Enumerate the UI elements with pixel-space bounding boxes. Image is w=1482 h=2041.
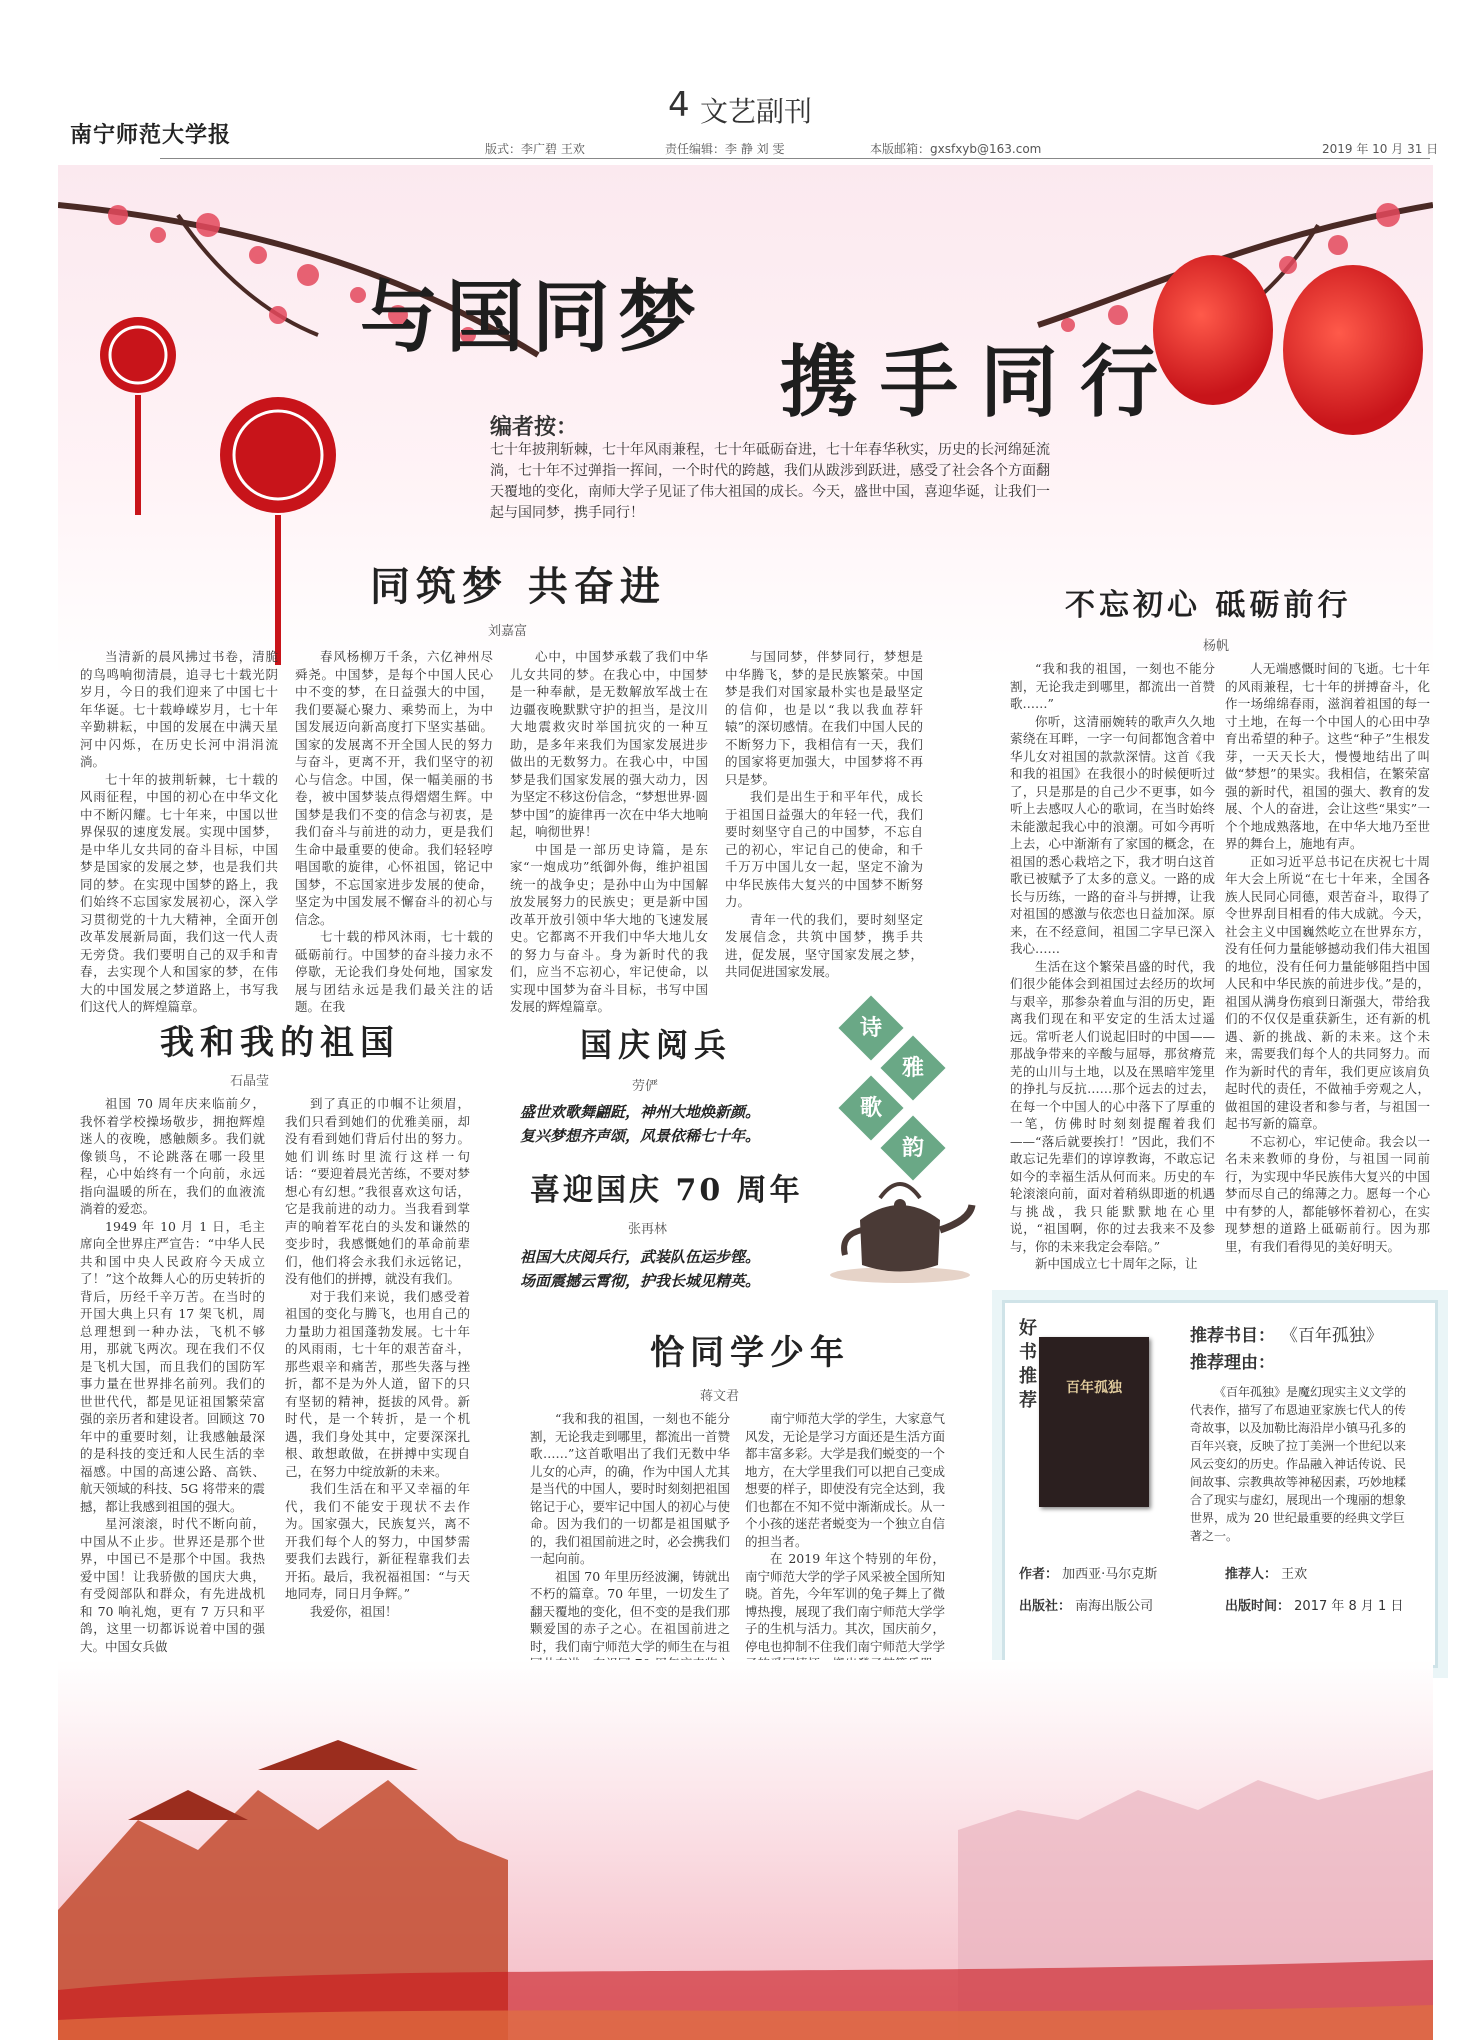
article-column: 心中，中国梦承载了我们中华儿女共同的梦。在我心中，中国梦是一种奉献，是无数解放军战士在边疆夜晚默默守护的担当，是汶川大地震救灾时举国抗灾的一种互助，是多年来我们为国家发展进步做出的无数努力。在我心中，中国梦是我们国家发展的强大动力，因为坚定不移这份信念，“梦想世界·圆梦中国”的旋律再一次在中华大地响起，响彻世界！ 中国是一部历史诗篇，是东家“一炮成功”纸御外侮，维护祖国统一的战争史；是孙中山为中国解放发展努力的民族史；更是新中国改革开放引领中华大地的飞速发展史。它都离不开我们中华大地儿女的努力与奋斗。身为新时代的我们，应当不忘初心，牢记使命，以实现中国梦为奋斗目标，书写中国发展的辉煌篇章。 bbox=[510, 649, 708, 1014]
poem-author: 劳俨 bbox=[632, 1079, 659, 1094]
author-value: 加西亚·马尔克斯 bbox=[1062, 1567, 1158, 1582]
article-column: 祖国 70 周年庆来临前夕，我怀着学校操场敬步，拥抱辉煌迷人的夜晚，感触颇多。我们就像锁鸟，不论跳落在哪一段里程，心中始终有一个向前，永远指向温暖的所在，我们的血液流淌着的爱恋。 1949 年 10 月 1 日，毛主席向全世界庄严宣告：“中华人民共和国中央人民政府今天成立了！”这个故舞人心的历史转折的背后，历经千辛万苦。在当时的开国大典上只有 17 架飞机，周总理想到一种办法，飞机不够用，那就飞两次。现在我们不仅是飞机大国，而且我们的国防军事力量在世界排名前列。我们的世世代代，都是见证祖国繁荣富强的亲历者和建设者。回顾这 70 年中的重要时刻，让我感触最深的是科技的变迁和人民生活的幸福感。中国的高速公路、高铁、航天领域的科技、5G 将带来的震撼，都让我感到祖国的强大。 星河滚滚，时代不断向前，中国从不止步。世界还是那个世界，中国已不是那个中国。我热爱中国！让我骄傲的国庆大典，有受阅部队和群众，有先进战机和 70 响礼炮，更有 7 万只和平鸽，这里一切都诉说着中国的强大。中国女兵做 bbox=[80, 1096, 265, 1654]
rec-value: 《百年孤独》 bbox=[1280, 1326, 1383, 1346]
lantern-icon bbox=[1283, 265, 1423, 435]
book-recommendation-box bbox=[1002, 1300, 1438, 1668]
author-label: 作者： bbox=[1019, 1567, 1059, 1582]
article-column: 南宁师范大学的学生，大家意气风发，无论是学习方面还是生活方面都丰富多彩。大学是我们蜕变的一个地方，在大学里我们可以把自己变成想要的样子，即使没有完全达到，我们也都在不知不觉中渐渐成长。从一个小孩的迷茫者蜕变为一个独立自信的担当者。 在 2019 年这个特别的年份，南宁师范大学的学子风采被全国所知晓。首先，今年军训的兔子舞上了微博热搜，展现了我们南宁师范大学学子的生机与活力。其次，国庆前夕，停电也抑制不住我们南宁师范大学学 bbox=[745, 1411, 946, 1654]
article-title: 恰同学少年 bbox=[650, 1333, 850, 1373]
editor-note-label: 编者按： bbox=[490, 415, 579, 440]
newspaper-masthead: 南宁师范大学报 bbox=[70, 122, 232, 148]
pubdate-value: 2017 年 8 月 1 日 bbox=[1294, 1599, 1404, 1614]
article-column: 当清新的晨风拂过书卷，清脆的鸟鸣响彻清晨，追寻七十载光阴岁月，今日的我们迎来了中国七十年华诞。七十载峥嵘岁月，七十年辛勤耕耘，中国的发展在中满天星河中闪烁，在历史长河中涓涓流淌。 七十年的披荆斩棘，七十载的风雨征程，中国的初心在中华文化中不断闪耀。七十年来，中国以世界保驭的速度发展。实现中国梦，是中华儿女共同的奋斗目标，中国梦是国家的发展之梦，也是我们共同的梦。在实现中国梦的路上，我们始终不忘国家发展初心，深入学习贯彻党的十九大精神，全面开创改革发展新局面，我们这一代人责无旁贷。我们要明自己的双手和青春，去实现个人和国家的梦，在伟大的中国发展之梦道路上，书写我们这代人的辉煌篇章。 bbox=[80, 649, 278, 1014]
publisher-label: 出版社： bbox=[1019, 1599, 1072, 1614]
editor-note-text: 七十年披荆斩棘，七十年风雨兼程，七十年砥砺奋进，七十年春华秋实，历史的长河绵延流淌，七十年不过弹指一挥间，一个时代的跨越，我们从跋涉到跃进，感受了社会各个方面翻天覆地的变化，南师大学子见证了伟大祖国的成长。今天，盛世中国，喜迎华诞，让我们一起与国同梦，携手同行！ bbox=[490, 442, 1050, 521]
pubdate-label: 出版时间： bbox=[1225, 1599, 1291, 1614]
footer-illustration bbox=[58, 1660, 1433, 2040]
book-cover: 百年孤独 bbox=[1019, 1317, 1169, 1517]
great-wall-illustration bbox=[58, 1660, 1433, 2040]
article-column: 到了真正的巾帼不让须眉，我们只看到她们的优雅美丽，却没有看到她们背后付出的努力。她们训练时里流行这样一句话：“要迎着晨光苦练，不要对梦想心有幻想。”我很喜欢这句话，它是我前进的动力。当我看到掌声的响着军花白的头发和谦然的变步时，我感慨她们的革命前辈们，他们将会永我们永远铭记，没有他们的拼搏，就没有我们。 对于我们来说，我们感受着祖国的变化与腾飞，也用自己的力量助力祖国蓬勃发展。七十年的风雨雨，七十年的艰苦奋斗，那些艰辛和痛苦，那些失落与挫折，都不是为外人道，留下的只有坚韧的精神，挺拔的风骨。新时代，是一个转折，是一个机遇，我们身处其中，定要深深扎根、敢想敢做，在拼搏中实现自己，在努力中绽放新的未来。 我们生活在和平又幸福的年代，我们不能安于现状不去作为。国家强大，民族复兴，离不开我们每个人的努力，中国梦需要我们去践行，新征程靠我们去开拓。最后，我祝福祖国：“与天地同寿，同日月争辉。” 我爱你，祖国！ bbox=[285, 1096, 470, 1619]
poem-body: 盛世欢歌舞翩跹，神州大地焕新颜。 复兴梦想齐声颂，风景依稀七十年。 bbox=[520, 1103, 761, 1145]
poetry-badge: 歌 bbox=[838, 1075, 903, 1140]
email-credit: 本版邮箱：gxsfxyb@163.com bbox=[870, 142, 1042, 156]
article-column: “我和我的祖国，一刻也不能分割，无论我走到哪里，都流出一首赞歌……”这首歌唱出了我们无数中华儿女的心声，的确，作为中国人尤其是当代的中国人，要时时刻刻把祖国铭记于心，要牢记中国人的初心与使命。因为我们的一切都是祖国赋予的，我们祖国前进之时，必会携我们一起向前。 祖国 70 年里历经波澜，铸就出不朽的篇章。70 年里，一切发生了翻天覆地的变化，但不变的是我们那颗爱国的赤子之心。在祖国前进之时，我们南宁师范大学的师生在与祖 bbox=[530, 1411, 731, 1654]
article-title: 同筑梦 共奋进 bbox=[370, 563, 666, 610]
article-title: 不忘初心 砥砺前行 bbox=[1065, 588, 1352, 623]
article-column: 与国同梦，伴梦同行，梦想是中华腾飞，梦的是民族繁荣。中国梦是我们对国家最朴实也是最坚定的信仰，也是以“我以我血荐轩辕”的深切感情。在我们中国人民的不断努力下，我相信有一天，我们的国家将更加强大，中国梦将不再只是梦。 我们是出生于和平年代，成长于祖国日益强大的年轻一代，我们要时刻坚守自己的中国梦，不忘自己的初心，牢记自己的使命，和千千万万中国儿女一起，坚定不渝为中华民族伟大复兴的中国梦不断努力。 青年一代的我们，要时刻坚定发展信念，共筑中国梦，携手共进，促发展，坚守国家发展之梦，共同促进国家发展。 bbox=[725, 649, 923, 979]
recommender-value: 王欢 bbox=[1281, 1567, 1308, 1582]
poem-title: 喜迎国庆 70 周年 bbox=[530, 1173, 803, 1208]
header-rule bbox=[160, 158, 1430, 159]
poem-title: 国庆阅兵 bbox=[580, 1026, 733, 1064]
article-author: 蒋文君 bbox=[700, 1389, 740, 1404]
poetry-badge: 韵 bbox=[880, 1115, 945, 1180]
rec-label: 推荐书目： bbox=[1190, 1326, 1275, 1346]
article-author: 杨帆 bbox=[1203, 639, 1230, 654]
poetry-badge: 雅 bbox=[880, 1035, 945, 1100]
book-tag: 好 书 推 荐 bbox=[1019, 1318, 1037, 1411]
poetry-badge: 诗 bbox=[838, 995, 903, 1060]
poem-author: 张再林 bbox=[628, 1222, 668, 1237]
recommender-label: 推荐人： bbox=[1225, 1567, 1278, 1582]
article-column: “我和我的祖国，一刻也不能分割，无论我走到哪里，都流出一首赞歌……” 你听，这清丽婉转的歌声久久地萦绕在耳畔，一字一句间都饱含着中华儿女对祖国的款款深情。这首《我和我的祖国》在我很小的时候便听过了，只是那是的自己少不更事，如今听上去感叹人心的歌词，在当时始终未能激起我心中的浪潮。可如今再听上去，心中渐渐有了家国的概念，在祖国的悉心栽培之下，我才明白这首歌已被赋予了太多的意义。一路的成长与历练，一路的奋斗与拼搏，让我对祖国的感激与依恋也日益加深。原来，在不经意间，祖国二字早已深入我心…… 生活在这个繁荣昌盛的时代，我们很少能体会到祖国过去经历的坎坷与艰辛，那参杂着血与泪的历史，距离我们现在和平安定的生活太过遥远。常听老人们说起旧时的中国——那战争带来的辛酸与屈辱，那贫瘠荒芜的山川与土地，以及在黑暗牢笼里的挣扎与反抗……那个远去的过去，在每一个中国人的心中落下了厚重的一笔，仿佛时时刻刻提醒着我们——“落后就要挨打！”因此，我们不敢忘记先辈们的谆谆教诲，不敢忘记如今的幸福生活从何而来。历史的车轮滚滚向前，面对着稍纵即逝的机遇与挑战，我只能默默地在心里说，“祖国啊，你的过去我来不及参与，你的未来我定会奉陪。” 新中国成立七十周年之际，让 bbox=[1010, 661, 1215, 1271]
reason-label: 推荐理由： bbox=[1190, 1353, 1275, 1373]
hero-title-left: 与国同梦 bbox=[360, 272, 705, 363]
issue-date: 2019 年 10 月 31 日 bbox=[1322, 142, 1439, 156]
poem-body: 祖国大庆阅兵行，武装队伍运步铿。 场面震撼云霄彻，护我长城见精英。 bbox=[520, 1248, 761, 1290]
article-column: 人无端感慨时间的飞逝。七十年的风雨兼程，七十年的拼搏奋斗，化作一场绵绵春雨，滋润着祖国的每一寸土地，在每一个中国人的心田中孕育出希望的种子。这些“种子”生根发芽，一天天长大，慢慢地结出了叫做“梦想”的果实。我相信，在繁荣富强的新时代，祖国的强大、教育的发展、个人的奋进，会让这些“果实”一个个地成熟落地，在中华大地乃至世界的舞台上，施地有声。 正如习近平总书记在庆祝七十周年大会上所说“在七十年来，全国各族人民同心同德，艰苦奋斗，取得了令世界刮目相看的伟大成就。今天，社会主义中国巍然屹立在世界东方，没有任何力量能够撼动我们伟大祖国的地位，没有任何力量能够阻挡中国人民和中华民族的前进步伐。”是的，祖国从满身伤痕到日渐强大，带给我们的不仅仅是重获新生，还有新的机遇、新的挑战、新的未来。这个未来，需要我们每个人的共同努力。而作为新时代的青年，我们更应该肩负起时代的责任，不做袖手旁观之人，做祖国的建设者和参与者，与祖国一起书写新的篇章。 不忘初心，牢记使命。我会以一名未来教师的身份，与祖国一同前行，为实现中华民族伟大复兴的中国梦而尽自己的绵薄之力。愿每一个心中有梦的人，都能够怀着初心，在实现梦想的道路上砥砺前行。因为那里，有我们看得见的美好明天。 bbox=[1225, 661, 1430, 1254]
page-number: 4 bbox=[668, 85, 690, 125]
article-author: 刘嘉富 bbox=[488, 624, 528, 639]
hero-title-right: 携手同行 bbox=[780, 337, 1181, 428]
article-title: 我和我的祖国 bbox=[160, 1023, 400, 1063]
reason-text: 《百年孤独》是魔幻现实主义文学的代表作，描写了布恩迪亚家族七代人的传奇故事，以及加勒比海沿岸小镇马孔多的百年兴衰，反映了拉丁美洲一个世纪以来风云变幻的历史。作品融入神话传说、民间故事、宗教典故等神秘因素，巧妙地糅合了现实与虚幻，展现出一个瑰丽的想象世界，成为 20 世纪最重要的经典文学巨著之一。 bbox=[1190, 1385, 1407, 1543]
layout-credit: 版式：李广碧 王欢 bbox=[485, 142, 585, 156]
publisher-value: 南海出版公司 bbox=[1075, 1599, 1154, 1614]
article-author: 石晶莹 bbox=[230, 1074, 270, 1089]
section-title: 文艺副刊 bbox=[700, 95, 813, 128]
editor-credit: 责任编辑：李 静 刘 雯 bbox=[665, 142, 785, 156]
teapot-icon bbox=[820, 1150, 980, 1290]
article-column: 春风杨柳万千条，六亿神州尽舜尧。中国梦，是每个中国人民心中不变的梦，在日益强大的中国，我们要凝心聚力、乘势而上，为中国发展迈向新高度打下坚实基础。国家的发展离不开全国人民的努力与奋斗，更离不开，我们坚守的初心与信念。中国，保一幅美丽的书卷，被中国梦装点得熠熠生辉。中国梦是我们不变的信念与初衷，是我们奋斗与前进的动力，更是我们生命中最重要的使命。我们轻轻哼唱国歌的旋律，心怀祖国，铭记中国梦，不忘国家进步发展的使命，坚定为中国发展不懈奋斗的初心与信念。 七十载的栉风沐雨，七十载的砥砺前行。中国梦的奋斗接力永不停歇，无论我们身处何地，国家发展与团结永远是我们最关注的话题。在我 bbox=[295, 649, 493, 1014]
